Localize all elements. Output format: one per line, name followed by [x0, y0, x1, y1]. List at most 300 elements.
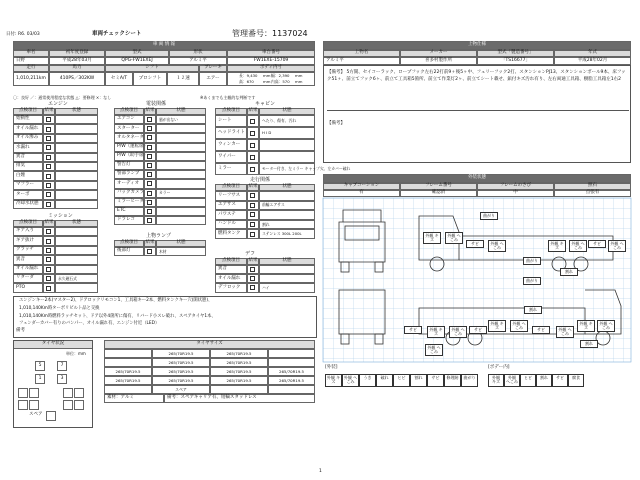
tire-size-cell-1-2: 265/70R19.5	[210, 358, 268, 367]
damage-tag-24: 割れ	[580, 340, 598, 348]
us-val-maker: 喜多村製作所	[400, 57, 477, 65]
engine-row	[13, 124, 98, 133]
engine-item-1: オイル漏れ	[13, 124, 43, 133]
electrical-row	[114, 216, 206, 225]
engine-row	[13, 143, 98, 152]
electrical-col-state: 状態	[156, 108, 206, 115]
mission-check-box-4	[46, 267, 51, 272]
vh-col-shift: シフト	[105, 65, 199, 72]
diff-row	[215, 274, 315, 283]
mission-row	[13, 246, 98, 255]
electrical-result-8	[144, 189, 156, 198]
running-item-4: 燃料タンク	[215, 229, 247, 239]
diff-state-2: ハイ	[259, 283, 315, 292]
dim-length: 長：9,430	[239, 73, 258, 79]
electrical-state-4	[156, 152, 206, 161]
electrical-check-box-6	[147, 172, 152, 177]
remarks-box	[13, 296, 317, 338]
exterior-table	[323, 174, 631, 197]
electrical-state-2	[156, 133, 206, 142]
electrical-row	[114, 179, 206, 188]
engine-check-box-0	[46, 117, 51, 122]
tire-size-cell-1-0	[104, 358, 152, 367]
electrical-state-9	[156, 198, 206, 207]
truck-diagram	[323, 198, 631, 362]
damage-tag-16: 外観 へこみ	[510, 320, 528, 332]
electrical-row	[114, 198, 206, 207]
diff-check-box-0	[250, 267, 255, 272]
cabin-item-3: ワイパー	[215, 151, 247, 163]
legend-ext-6: サビ	[427, 374, 444, 387]
running-row	[215, 229, 315, 239]
tire-pos-7: 7	[57, 361, 67, 371]
running-result-3	[247, 220, 259, 230]
engine-row	[13, 200, 98, 209]
tire-size-cell-0-1: 265/70R19.5	[152, 349, 210, 358]
electrical-result-5	[144, 161, 156, 170]
engine-check-box-5	[46, 164, 51, 169]
dim-width-unit: mm	[295, 73, 303, 79]
cabin-row	[215, 139, 315, 151]
legend-ext-4: ヒビ	[393, 374, 410, 387]
tire-pos-rl-inner	[29, 388, 39, 398]
tire-size-cell-0-2: 265/70R19.5	[210, 349, 268, 358]
mission-result-5	[43, 274, 55, 283]
upper-col-item: 点検項目	[114, 240, 144, 247]
engine-item-8: ターボ	[13, 190, 43, 199]
electrical-table	[114, 108, 206, 225]
diff-item-2: デフロック	[215, 283, 247, 292]
vh-val-body-dims	[227, 72, 315, 86]
us-val-year: 平成28年02月	[554, 57, 631, 65]
vehicle-info-table	[13, 41, 315, 86]
legend-body-0: 外観 キズ	[488, 374, 504, 387]
running-row	[215, 191, 315, 201]
mission-row	[13, 283, 98, 292]
tire-spare-row	[104, 385, 315, 394]
vh-val-shift-name: プロシフト	[133, 72, 167, 86]
engine-check-box-6	[46, 174, 51, 179]
electrical-item-4: P/W（助手席）	[114, 152, 144, 161]
electrical-state-11	[156, 216, 206, 225]
engine-row	[13, 190, 98, 199]
electrical-check-box-9	[147, 200, 152, 205]
electrical-row	[114, 124, 206, 133]
tire-pos-rr2-inner	[63, 400, 73, 410]
upper-spec-table	[323, 41, 631, 163]
upper-item-0: 後部灯	[114, 247, 144, 256]
vh-val-shift-type: セミA/T	[105, 72, 133, 86]
electrical-state-5	[156, 161, 206, 170]
vh-val-shape: アルミ平	[169, 57, 227, 65]
mission-item-4: オイル漏れ	[13, 265, 43, 274]
engine-check-box-8	[46, 192, 51, 197]
legend-ext-0: 外観 キズ	[325, 374, 342, 387]
mission-item-5: リターダ	[13, 274, 43, 283]
mission-title: ミッション	[48, 213, 73, 219]
engine-item-2: オイル滲み	[13, 134, 43, 143]
vh-col-model: 型式	[105, 50, 169, 57]
vh-val-mileage: 1,010,211km	[13, 72, 49, 86]
electrical-result-11	[144, 216, 156, 225]
upper-col-state: 状態	[156, 240, 206, 247]
engine-state-0	[55, 115, 98, 124]
mission-result-0	[43, 227, 55, 236]
electrical-item-1: スターター	[114, 124, 144, 133]
tire-spare-cell-2	[210, 385, 268, 394]
electrical-row	[114, 143, 206, 152]
electrical-col-result: 結果	[145, 108, 155, 114]
mission-result-4	[43, 265, 55, 274]
electrical-item-0: エアコン	[114, 115, 144, 124]
mission-state-4	[55, 265, 98, 274]
tire-pos-rr-inner	[63, 388, 73, 398]
damage-tag-9: 外観 へこみ	[608, 240, 626, 252]
cabin-result-4	[247, 163, 259, 175]
electrical-item-2: オルタネータ	[114, 133, 144, 142]
mission-item-6: PTO	[13, 283, 43, 292]
electrical-item-10: ETC	[114, 207, 144, 216]
damage-tag-20: 外観 キズ	[577, 320, 595, 332]
running-col-result: 結果	[248, 184, 258, 190]
damage-tag-5: 曲がり	[523, 257, 541, 265]
us-remark-text: 5方開、セイコーラック、ロープフック左右22打前9ヶ後5ヶ中、フェリーフック2打、スタンションPJ13、スタンションポール9本、床フック51ヶ、前立てフック6ヶ、前立て工具箱5箇所、前立て作業灯2ヶ、前立てシート載せ、鋲付キズ汚れ有り、左右両通工具箱、樹脂工具箱左1右2	[327, 70, 626, 83]
electrical-result-6	[144, 170, 156, 179]
damage-tag-3: サビ	[466, 240, 484, 248]
cabin-row	[215, 151, 315, 163]
ex-col-cab: キャブコーション	[323, 183, 400, 190]
electrical-result-10	[144, 207, 156, 216]
damage-tag-0: 曲がり	[480, 212, 498, 220]
mission-result-3	[43, 255, 55, 264]
electrical-item-6: 警部ランプ	[114, 170, 144, 179]
ex-val-frame-rust: 中	[477, 190, 554, 197]
upper-spec-remark	[323, 65, 631, 163]
legend-exterior-title: [外装]	[325, 365, 338, 370]
us-remark-label: 【備考】	[327, 70, 345, 75]
electrical-item-8: バックカメラ	[114, 189, 144, 198]
legend-body-3: 割れ	[536, 374, 552, 387]
mission-check-box-6	[46, 286, 51, 291]
us-remark-text-wrap	[327, 69, 627, 83]
damage-tag-4: 外観 へこみ	[488, 240, 506, 252]
diagram-grid	[323, 198, 631, 362]
electrical-check-box-11	[147, 218, 152, 223]
electrical-state-6	[156, 170, 206, 179]
cabin-col-item: 点検項目	[215, 108, 247, 115]
engine-item-4: 異音	[13, 153, 43, 162]
cabin-item-2: ウィンカー	[215, 139, 247, 151]
cabin-col-result: 結果	[248, 108, 258, 114]
damage-tag-14: サビ	[469, 326, 487, 334]
engine-result-7	[43, 181, 55, 190]
electrical-check-box-1	[147, 126, 152, 131]
electrical-state-8: カラー	[156, 189, 206, 198]
legend-ext-5: 割れ	[410, 374, 427, 387]
electrical-row	[114, 161, 206, 170]
diff-item-0: 異音	[215, 265, 247, 274]
engine-item-7: マフラー	[13, 181, 43, 190]
tire-size-row	[104, 367, 315, 376]
engine-result-1	[43, 124, 55, 133]
electrical-item-9: ミラーヒーター	[114, 198, 144, 207]
running-col-item: 点検項目	[215, 184, 247, 191]
vh-col-shape: 形状	[169, 50, 227, 57]
running-state-4: ステンレス 300L 200L	[259, 229, 315, 239]
damage-tag-17: 割れ	[524, 306, 542, 314]
tire-size-cell-3-1: 265/70R19.5	[152, 376, 210, 385]
electrical-check-box-2	[147, 135, 152, 140]
electrical-result-9	[144, 198, 156, 207]
electrical-row	[114, 207, 206, 216]
engine-state-6	[55, 171, 98, 180]
engine-col-state: 状態	[55, 108, 98, 115]
electrical-item-3: P/W（運転席）	[114, 143, 144, 152]
exterior-title: 外装状態	[323, 174, 631, 183]
tire-size-row	[104, 349, 315, 358]
us-divider	[327, 110, 629, 111]
electrical-title: 電装関係	[146, 101, 167, 107]
engine-result-8	[43, 190, 55, 199]
tire-size-row	[104, 376, 315, 385]
ex-val-cab: 有	[323, 190, 400, 197]
electrical-check-box-4	[147, 154, 152, 159]
tire-spare-cell-3	[268, 385, 315, 394]
mission-result-6	[43, 283, 55, 292]
damage-tag-7: 外観 へこみ	[569, 240, 587, 252]
cabin-item-0: シート	[215, 115, 247, 127]
cabin-state-4: モーター付き、左ミラー キャップ欠、左カバー破れ	[259, 163, 315, 175]
engine-result-3	[43, 143, 55, 152]
sheet-date: 日付: R6. 03/03	[6, 32, 40, 37]
mission-state-1	[55, 236, 98, 245]
ex-col-stone: 照石	[554, 183, 631, 190]
dim-length-unit: mm	[263, 73, 271, 79]
damage-tag-13: 外観 へこみ	[449, 326, 467, 338]
ex-col-frame-no: フレーム番号	[400, 183, 477, 190]
cabin-check-box-3	[250, 155, 255, 160]
tire-size-cell-2-3: 265/70R19.5	[268, 367, 315, 376]
tire-pos-rl-outer	[18, 388, 28, 398]
legend-ext-2: うき	[359, 374, 376, 387]
electrical-row	[114, 133, 206, 142]
engine-check-box-3	[46, 145, 51, 150]
upper-spec-title: 上物仕様	[323, 41, 631, 50]
mission-state-0	[55, 227, 98, 236]
damage-tag-21: 外観 へこみ	[597, 320, 615, 332]
engine-table	[13, 108, 98, 209]
upper-row	[114, 247, 206, 256]
running-item-0: リーフサス	[215, 191, 247, 201]
diff-check-box-1	[250, 276, 255, 281]
diff-row	[215, 283, 315, 292]
diff-state-0	[259, 265, 315, 274]
engine-item-3: 水漏れ	[13, 143, 43, 152]
tire-size-title: タイヤサイズ	[104, 340, 315, 349]
diff-col-item: 点検項目	[215, 258, 247, 265]
electrical-row	[114, 189, 206, 198]
legend-ext-7: 修理跡	[444, 374, 461, 387]
us-col-name: 上物名	[323, 50, 400, 57]
electrical-col-item: 点検項目	[114, 108, 144, 115]
electrical-check-box-5	[147, 163, 152, 168]
engine-state-4	[55, 153, 98, 162]
engine-row	[13, 134, 98, 143]
engine-row	[13, 115, 98, 124]
engine-col-item: 点検項目	[13, 108, 43, 115]
mission-col-state: 状態	[55, 220, 98, 227]
running-check-box-3	[250, 222, 255, 227]
electrical-check-box-3	[147, 145, 152, 150]
engine-result-2	[43, 134, 55, 143]
tire-pos-spare	[46, 411, 56, 421]
tire-pos-3: 3	[57, 374, 67, 384]
engine-result-6	[43, 171, 55, 180]
electrical-row	[114, 170, 206, 179]
engine-row	[13, 153, 98, 162]
engine-item-5: 排気	[13, 162, 43, 171]
tire-note: 備考：スペアキャリア有、短輪スタッドレス	[164, 394, 315, 403]
diff-table	[215, 258, 315, 293]
running-table	[215, 184, 315, 239]
engine-check-box-2	[46, 136, 51, 141]
legend-note: ※あくまでも主観的な判断です	[200, 95, 256, 100]
legend-ext-8: 曲がり	[461, 374, 478, 387]
mission-check-box-2	[46, 248, 51, 253]
us-col-model: 型式「製造番号」	[477, 50, 554, 57]
mission-state-2	[55, 246, 98, 255]
legend-ext-1: 外観 へこみ	[342, 374, 359, 387]
damage-tag-22: サビ	[404, 326, 422, 334]
electrical-state-1	[156, 124, 206, 133]
mission-col-item: 点検項目	[13, 220, 43, 227]
electrical-state-10	[156, 207, 206, 216]
running-row	[215, 220, 315, 230]
diff-check-box-2	[250, 285, 255, 290]
mission-check-box-0	[46, 229, 51, 234]
remarks-line-3: 1,010,140Km時燃料ラッチセット、ドア以外4箇所に傷有、リバード小スレ破れ、スペアタイヤ1本、	[19, 314, 216, 319]
tire-size-cell-1-3	[268, 358, 315, 367]
cabin-state-0: へたり、傷有、汚れ	[259, 115, 315, 127]
legend-text: 〇：良好 ／：通常使用程度な状態 △：要修理 ×：なし	[13, 95, 112, 100]
cabin-check-box-0	[250, 119, 255, 124]
electrical-state-0: 風が出ない	[156, 115, 206, 124]
remarks-line-1: エンジンキー2本(マスター2)、ドアロックリモコン1、工具箱キー2本、燃料タンクキー穴(開状態)、	[19, 298, 213, 303]
engine-item-0: 始動性	[13, 115, 43, 124]
vh-col-name: 車名	[13, 50, 49, 57]
damage-tag-23: 外観 へこみ	[425, 344, 443, 356]
tire-size-cell-2-1: 265/70R19.5	[152, 367, 210, 376]
vh-val-first-reg: 平成28年03月	[49, 57, 105, 65]
legend-body-title: [ボデー内]	[488, 365, 510, 370]
ex-col-frame-rust: フレームのさび	[477, 183, 554, 190]
tire-layout-box	[13, 340, 93, 428]
electrical-check-box-10	[147, 209, 152, 214]
tire-pos-rr-outer	[74, 388, 84, 398]
cabin-result-2	[247, 139, 259, 151]
running-state-1: 前輪エアサス	[259, 201, 315, 211]
tire-pos-rl2-inner	[29, 400, 39, 410]
tire-size-row	[104, 358, 315, 367]
damage-tag-12: 外観 キズ	[427, 326, 445, 338]
upper-check-box-0	[147, 249, 152, 254]
running-result-1	[247, 201, 259, 211]
running-state-0	[259, 191, 315, 201]
us-val-name: アルミ平	[323, 57, 400, 65]
upper-lamp-title: 上物ランプ	[146, 233, 172, 239]
tire-size-cell-0-0	[104, 349, 152, 358]
diff-title: デフ	[245, 251, 256, 257]
vh-val-gears: １２速	[167, 72, 199, 86]
cabin-row	[215, 163, 351, 175]
upper-col-result: 結果	[145, 240, 155, 246]
running-state-3: 割れ	[259, 220, 315, 230]
running-col-state: 状態	[259, 184, 315, 191]
engine-row	[13, 171, 98, 180]
mission-item-3: 異音	[13, 255, 43, 264]
tire-pos-5: 5	[35, 361, 45, 371]
mission-check-box-5	[46, 276, 51, 281]
mission-state-5: 永久磁石式	[55, 274, 98, 283]
engine-result-5	[43, 162, 55, 171]
engine-check-box-4	[46, 155, 51, 160]
mission-row	[13, 255, 98, 264]
tire-unit: 単位：mm	[66, 351, 86, 356]
diff-result-2	[247, 283, 259, 292]
mission-table	[13, 220, 98, 293]
legend-body-4: サビ	[552, 374, 568, 387]
diff-col-state: 状態	[259, 258, 315, 265]
mission-row	[13, 236, 98, 245]
legend-body-1: 外観 へこみ	[504, 374, 520, 387]
mission-row	[13, 274, 98, 283]
engine-state-2	[55, 134, 98, 143]
running-state-2	[259, 210, 315, 220]
electrical-check-box-7	[147, 181, 152, 186]
tire-size-cell-2-0: 265/70R19.5	[104, 367, 152, 376]
dim-inner-height-unit: mm	[295, 79, 303, 85]
engine-state-3	[55, 143, 98, 152]
engine-result-9	[43, 200, 55, 209]
tire-spare-cell-0	[104, 385, 152, 394]
vh-val-power: 410PS／302KW	[49, 72, 105, 86]
running-title: 走行関係	[250, 177, 271, 183]
tire-size-cell-3-2: 265/70R19.5	[210, 376, 268, 385]
running-row	[215, 210, 315, 220]
upper-state-0: 木材	[156, 247, 206, 256]
cabin-row	[215, 115, 315, 127]
mission-item-2: クラッチ	[13, 246, 43, 255]
tire-size-table	[104, 340, 315, 403]
vh-col-brake: ブレーキ	[199, 65, 227, 72]
vh-col-mileage: 走行	[13, 65, 49, 72]
running-result-0	[247, 191, 259, 201]
cabin-result-1	[247, 127, 259, 139]
electrical-item-7: オーディオ	[114, 179, 144, 188]
electrical-result-4	[144, 152, 156, 161]
cabin-row	[215, 127, 315, 139]
ex-val-frame-no: 確認済	[400, 190, 477, 197]
us-remark2-label: 【備考】	[327, 121, 345, 126]
engine-row	[13, 181, 98, 190]
engine-row	[13, 162, 98, 171]
tire-pos-1: 1	[35, 374, 45, 384]
mission-item-1: ギア抜け	[13, 236, 43, 245]
diff-item-1: オイル漏れ	[215, 274, 247, 283]
electrical-result-1	[144, 124, 156, 133]
dim-height: 高：670	[239, 79, 254, 85]
tire-size-cell-2-2: 265/70R19.5	[210, 367, 268, 376]
